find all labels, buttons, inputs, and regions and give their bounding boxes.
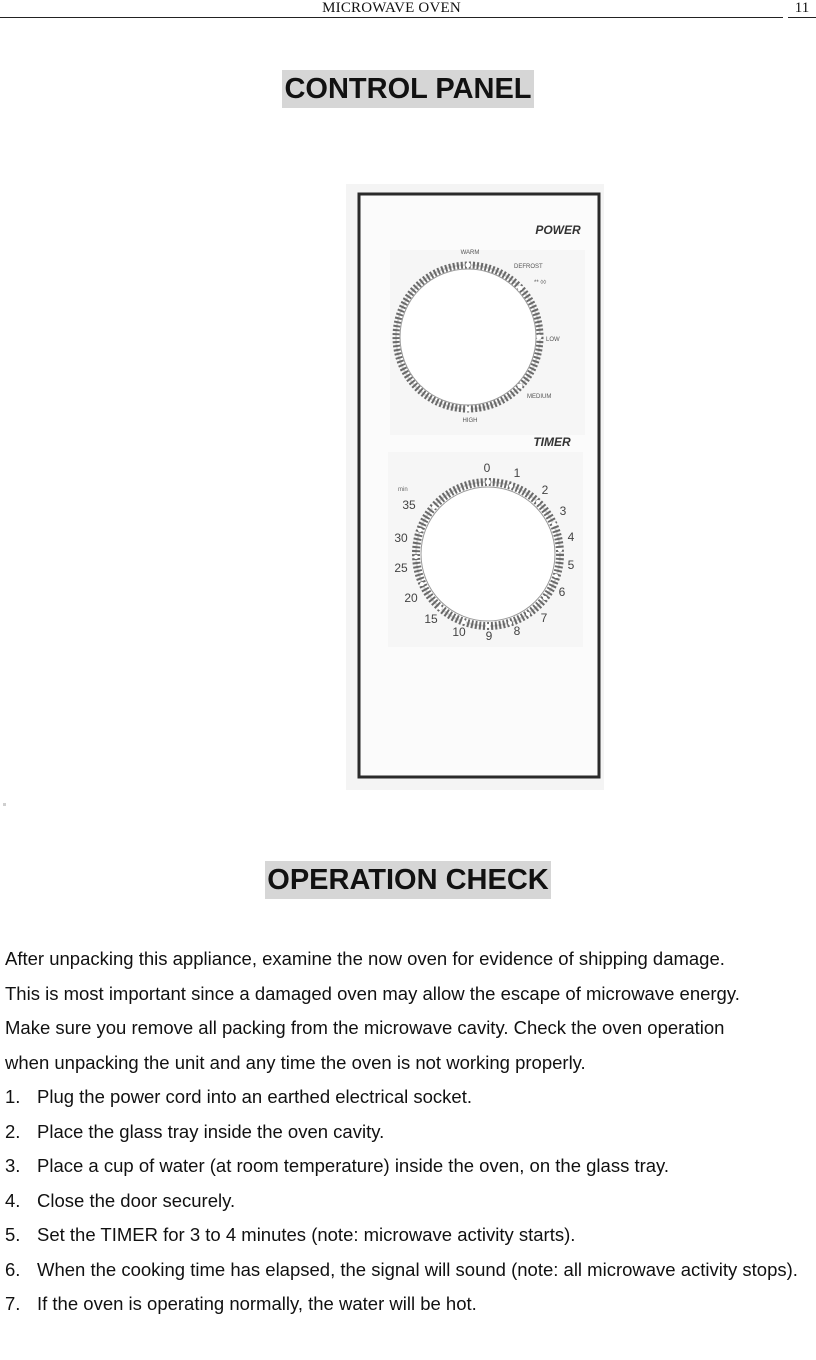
power-marker-low [537, 335, 542, 340]
power-label-medium: MEDIUM [527, 394, 552, 400]
control-panel-illustration [340, 180, 610, 795]
timer-tick-15: 15 [424, 612, 438, 626]
step-number: 6. [5, 1258, 21, 1280]
step-item [5, 1115, 816, 1150]
timer-tick-20: 20 [404, 591, 418, 605]
step-number: 1. [5, 1086, 21, 1107]
step-item [5, 1253, 816, 1288]
timer-tick-35: 35 [402, 498, 416, 512]
timer-marker-2 [536, 500, 540, 504]
timer-marker-5 [554, 574, 558, 578]
step-number: 3. [5, 1155, 21, 1176]
timer-tick-10: 10 [452, 625, 466, 639]
timer-tick-8: 8 [513, 624, 521, 638]
timer-marker-3 [552, 522, 556, 526]
control-panel-heading: CONTROL PANEL [282, 70, 533, 108]
timer-marker-8 [508, 621, 512, 625]
timer-tick-7: 7 [540, 611, 548, 625]
step-item [5, 1184, 816, 1219]
timer-marker-1 [509, 484, 513, 488]
step-text: If the oven is operating normally, the water will be hot. [37, 1293, 477, 1314]
step-number: 2. [5, 1120, 21, 1142]
timer-marker-30 [418, 528, 422, 532]
power-marker-warm [466, 263, 471, 268]
step-item [5, 1149, 816, 1184]
timer-tick-3: 3 [559, 504, 567, 518]
timer-marker-7 [526, 612, 530, 616]
timer-marker-25 [414, 555, 418, 559]
step-text: Close the door securely. [37, 1189, 236, 1211]
timer-tick-6: 6 [558, 585, 566, 599]
intro-line: After unpacking this appliance, examine the now oven for evidence of shipping damage. [5, 948, 725, 969]
page-number: 11 [788, 0, 816, 18]
power-marker-defrost [518, 286, 523, 291]
timer-marker-0 [486, 480, 491, 485]
power-label-warm: WARM [460, 250, 480, 256]
timer-tick-25: 25 [394, 561, 408, 575]
step-item [5, 1218, 816, 1253]
timer-marker-15 [438, 606, 442, 610]
step-item [5, 1287, 816, 1322]
intro-line: This is most important since a damaged oven may allow the escape of microwave energy. [5, 982, 740, 1004]
step-item [5, 1080, 816, 1115]
step-text: Place a cup of water (at room temperature) inside the oven, on the glass tray. [37, 1155, 670, 1176]
step-text: Place the glass tray inside the oven cavity. [37, 1120, 385, 1142]
timer-unit-label: min [398, 487, 408, 493]
timer-tick-2: 2 [541, 483, 549, 497]
power-title: POWER [535, 223, 581, 237]
timer-marker-6 [543, 596, 547, 600]
step-number: 5. [5, 1224, 21, 1245]
timer-marker-10 [462, 620, 466, 624]
scan-speck [3, 803, 6, 806]
power-label-high: HIGH [462, 418, 478, 424]
power-label-defrost: DEFROST [514, 264, 543, 270]
operation-check-heading-row [0, 861, 816, 899]
timer-marker-35 [432, 505, 436, 509]
timer-title: TIMER [533, 435, 571, 449]
timer-marker-20 [420, 582, 424, 586]
step-text: When the cooking time has elapsed, the signal will sound (note: all microwave activity stops). [37, 1258, 798, 1280]
timer-tick-4: 4 [567, 530, 575, 544]
timer-tick-1: 1 [513, 466, 521, 480]
operation-check-body [5, 942, 816, 1322]
step-number: 4. [5, 1189, 21, 1211]
running-header-title: MICROWAVE OVEN [0, 0, 783, 18]
power-label-low: LOW [546, 337, 560, 343]
timer-tick-5: 5 [567, 558, 575, 572]
operation-steps-list [5, 1080, 816, 1322]
power-label-defrost-symbols: ** ◊◊ [534, 280, 547, 286]
timer-tick-30: 30 [394, 531, 408, 545]
intro-line: when unpacking the unit and any time the oven is not working properly. [5, 1051, 586, 1073]
timer-tick-0: 0 [483, 461, 491, 475]
power-marker-medium [518, 384, 523, 389]
timer-tick-9: 9 [485, 629, 493, 643]
timer-marker-4 [558, 548, 562, 552]
step-text: Set the TIMER for 3 to 4 minutes (note: microwave activity starts). [37, 1224, 576, 1245]
power-marker-high [466, 407, 471, 412]
step-text: Plug the power cord into an earthed electrical socket. [37, 1086, 472, 1107]
step-number: 7. [5, 1293, 21, 1314]
timer-marker-9 [486, 624, 490, 628]
intro-line: Make sure you remove all packing from the microwave cavity. Check the oven operation [5, 1017, 725, 1038]
operation-check-heading: OPERATION CHECK [265, 861, 550, 899]
control-panel-heading-row [0, 70, 816, 108]
